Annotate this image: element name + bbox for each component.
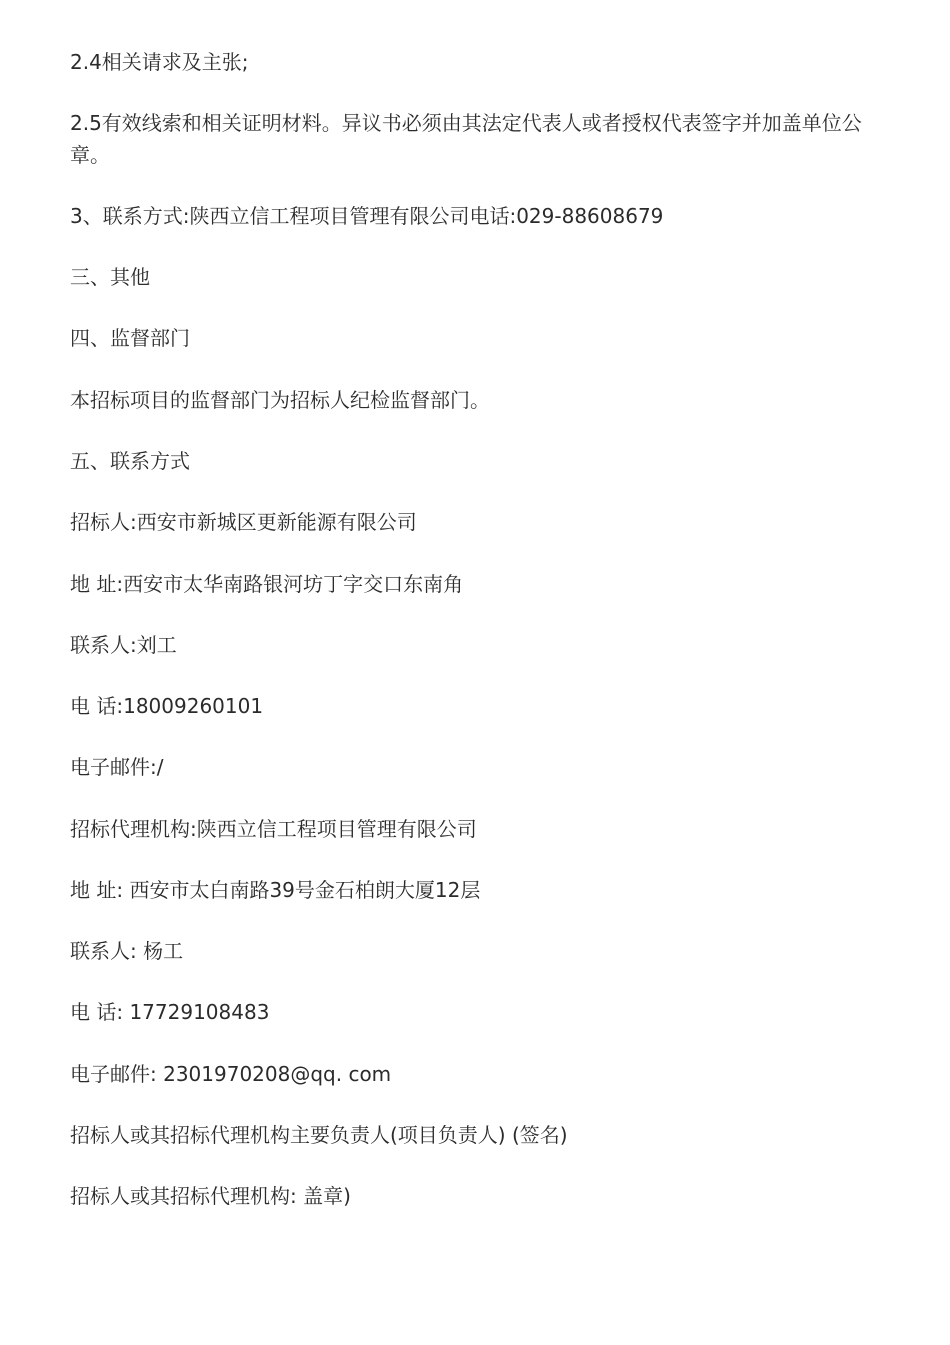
tenderer-name: 招标人:西安市新城区更新能源有限公司 [70, 510, 417, 534]
tenderer-contact-person: 联系人:刘工 [70, 633, 177, 657]
supervision-text: 本招标项目的监督部门为招标人纪检监督部门。 [70, 388, 490, 412]
agency-contact-person: 联系人: 杨工 [70, 939, 184, 963]
section-three-heading: 三、其他 [70, 265, 150, 289]
section-four-heading: 四、监督部门 [70, 326, 190, 350]
clause-2-4: 2.4相关请求及主张; [70, 50, 249, 74]
agency-phone: 电 话: 17729108483 [70, 1000, 270, 1024]
agency-email: 电子邮件: 2301970208@qq. com [70, 1062, 392, 1086]
agency-address: 地 址: 西安市太白南路39号金石柏朗大厦12层 [70, 878, 481, 902]
agency-name: 招标代理机构:陕西立信工程项目管理有限公司 [70, 817, 477, 841]
tenderer-email: 电子邮件:/ [70, 755, 164, 779]
responsible-person-signature: 招标人或其招标代理机构主要负责人(项目负责人) (签名) [70, 1123, 568, 1147]
agency-seal: 招标人或其招标代理机构: 盖章) [70, 1184, 351, 1208]
section-five-heading: 五、联系方式 [70, 449, 190, 473]
clause-3-contact: 3、联系方式:陕西立信工程项目管理有限公司电话:029-88608679 [70, 204, 664, 228]
tenderer-phone: 电 话:18009260101 [70, 694, 264, 718]
tenderer-address: 地 址:西安市太华南路银河坊丁字交口东南角 [70, 572, 464, 596]
clause-2-5: 2.5有效线索和相关证明材料。异议书必须由其法定代表人或者授权代表签字并加盖单位公章。 [70, 111, 862, 167]
